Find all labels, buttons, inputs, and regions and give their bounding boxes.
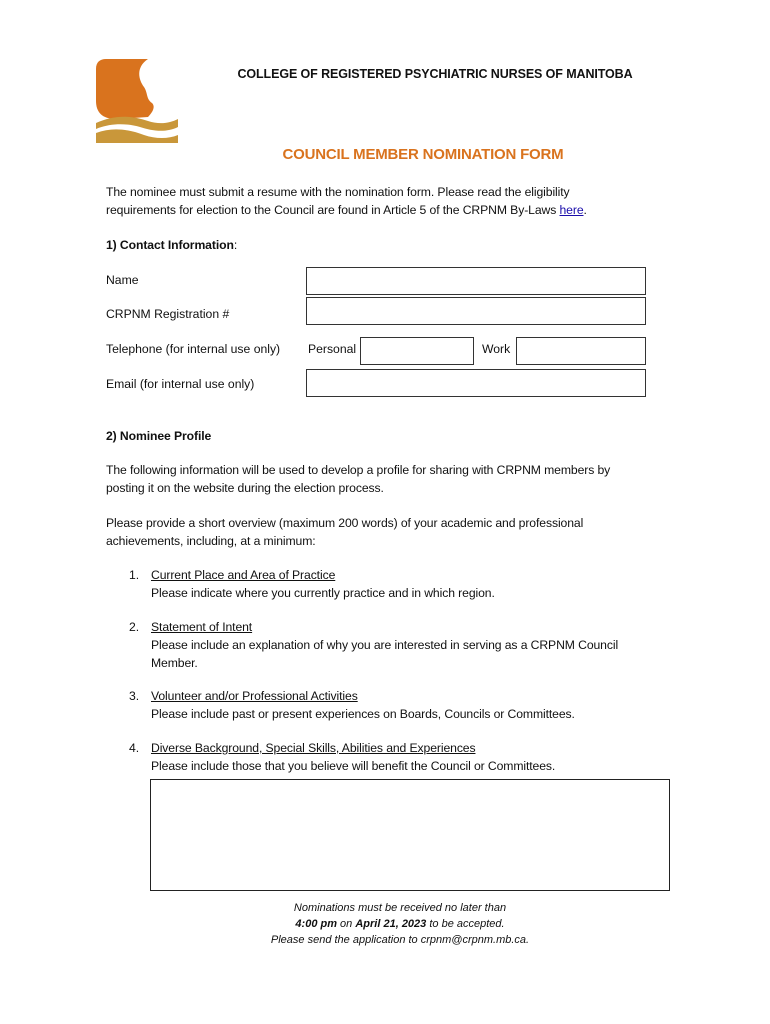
footer-line-2-tail: to be accepted. bbox=[426, 918, 505, 930]
profile-para-2-line-1: Please provide a short overview (maximum 200 words) of your academic and professional bbox=[106, 516, 584, 530]
deadline-date: April 21, 2023 bbox=[355, 918, 427, 930]
org-name: COLLEGE OF REGISTERED PSYCHIATRIC NURSES OF MANITOBA bbox=[237, 67, 633, 81]
registration-field[interactable] bbox=[306, 297, 646, 325]
list-item-description: Please include an explanation of why you are interested in serving as a CRPNM Council bbox=[151, 638, 619, 652]
email-field[interactable] bbox=[306, 369, 646, 397]
work-label: Work bbox=[482, 342, 511, 356]
profile-para-2 bbox=[106, 514, 686, 550]
email-label: Email (for internal use only) bbox=[106, 377, 255, 391]
intro-text bbox=[106, 183, 666, 219]
list-item bbox=[115, 566, 675, 602]
crpnm-logo bbox=[96, 57, 180, 143]
list-item-description: Please include past or present experiences on Boards, Councils or Committees. bbox=[151, 707, 575, 721]
intro-line-1: The nominee must submit a resume with the nomination form. Please read the eligibility bbox=[106, 185, 570, 199]
footer-line-3: Please send the application to crpnm@crpnm.mb.ca. bbox=[270, 934, 530, 946]
profile-para-2-line-2: achievements, including, at a minimum: bbox=[106, 534, 316, 548]
profile-para-1-line-2: posting it on the website during the election process. bbox=[106, 481, 384, 495]
contact-heading bbox=[106, 236, 237, 254]
list-item-description-cont: Member. bbox=[151, 656, 198, 670]
list-item-description: Please include those that you believe will benefit the Council or Committees. bbox=[151, 759, 556, 773]
footer-on: on bbox=[337, 918, 356, 930]
submission-note bbox=[150, 900, 650, 948]
registration-label: CRPNM Registration # bbox=[106, 307, 230, 321]
contact-heading-text: 1) Contact Information bbox=[106, 238, 234, 252]
list-item-title: Volunteer and/or Professional Activities bbox=[151, 689, 358, 703]
intro-line-2-text: requirements for election to the Council are found in Article 5 of the CRPNM By-Laws bbox=[106, 203, 560, 217]
list-item bbox=[115, 687, 675, 723]
list-item-title: Statement of Intent bbox=[151, 620, 253, 634]
intro-line-2 bbox=[106, 201, 666, 219]
profile-para-1-line-1: The following information will be used to develop a profile for sharing with CRPNM members by bbox=[106, 463, 611, 477]
profile-para-1 bbox=[106, 461, 686, 497]
footer-line-2 bbox=[150, 916, 650, 932]
list-item-number: 3. bbox=[129, 689, 139, 703]
telephone-label: Telephone (for internal use only) bbox=[106, 342, 281, 356]
personal-phone-field[interactable] bbox=[360, 337, 474, 365]
logo-graphic bbox=[96, 57, 180, 143]
form-title: COUNCIL MEMBER NOMINATION FORM bbox=[282, 146, 564, 163]
list-item-number: 2. bbox=[129, 620, 139, 634]
name-field[interactable] bbox=[306, 267, 646, 295]
list-item bbox=[115, 739, 675, 775]
list-item-title: Diverse Background, Special Skills, Abilities and Experiences bbox=[151, 741, 476, 755]
list-item-title: Current Place and Area of Practice bbox=[151, 568, 336, 582]
profile-heading: 2) Nominee Profile bbox=[106, 429, 212, 443]
footer-line-1: Nominations must be received no later than bbox=[293, 902, 507, 914]
overview-textarea[interactable] bbox=[150, 779, 670, 891]
list-item bbox=[115, 618, 675, 672]
list-item-number: 1. bbox=[129, 568, 139, 582]
list-item-description: Please indicate where you currently practice and in which region. bbox=[151, 586, 495, 600]
bylaws-link[interactable]: here bbox=[559, 203, 584, 217]
work-phone-field[interactable] bbox=[516, 337, 646, 365]
list-item-number: 4. bbox=[129, 741, 139, 755]
personal-label: Personal bbox=[308, 342, 357, 356]
intro-period: . bbox=[583, 203, 587, 217]
name-label: Name bbox=[106, 273, 139, 287]
deadline-time: 4:00 pm bbox=[295, 918, 337, 930]
contact-heading-colon: : bbox=[233, 238, 238, 252]
